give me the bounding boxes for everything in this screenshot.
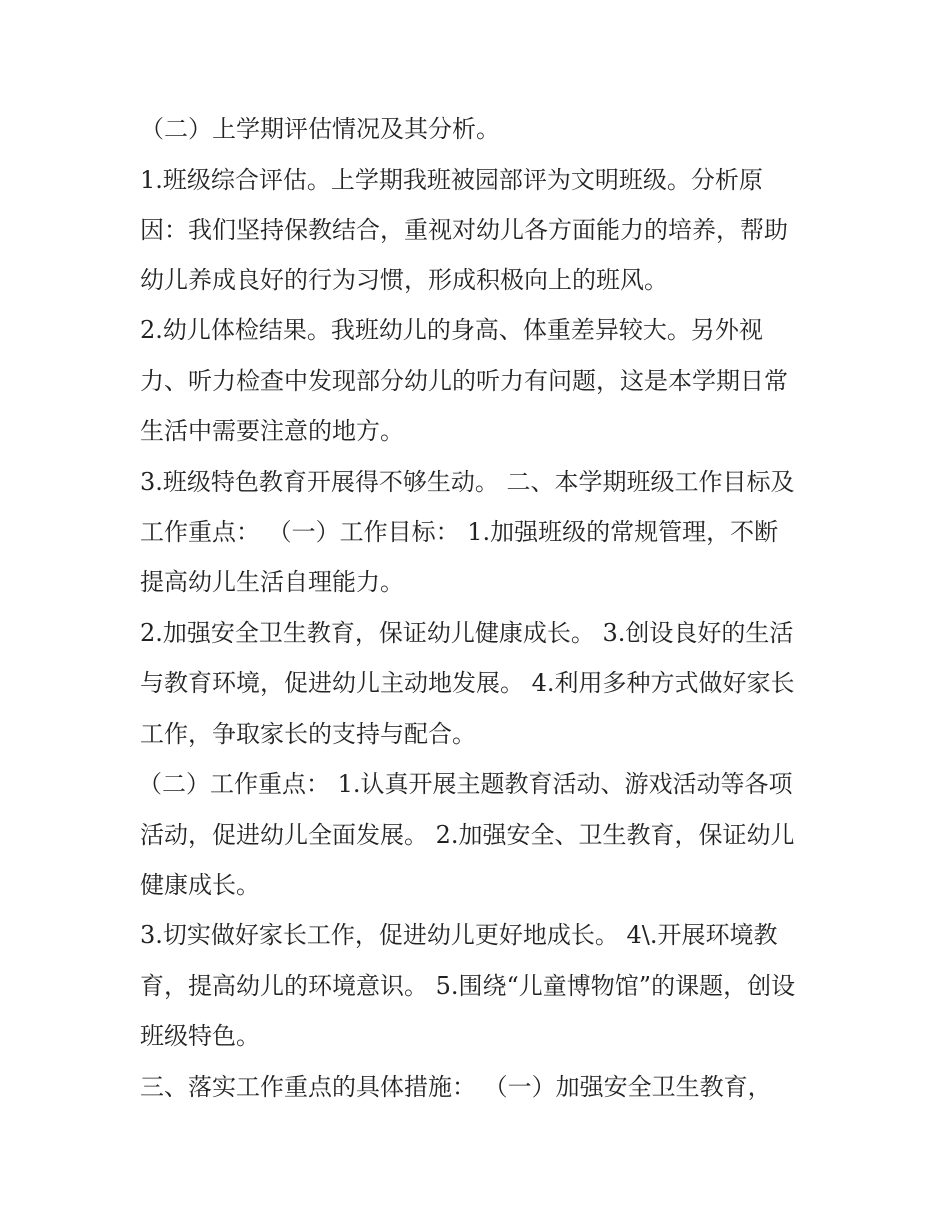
paragraph-line: 育，提高幼儿的环境意识。 5.围绕“儿童博物馆”的课题，创设 — [140, 972, 796, 1000]
paragraph-line: 生活中需要注意的地方。 — [140, 417, 404, 445]
paragraph-line: （二）工作重点： 1.认真开展主题教育活动、游戏活动等各项 — [138, 770, 793, 798]
section-heading-evaluation: （二）上学期评估情况及其分析。 — [140, 115, 500, 143]
paragraph-line: 工作，争取家长的支持与配合。 — [140, 720, 476, 748]
paragraph-line: 提高幼儿生活自理能力。 — [140, 568, 404, 596]
paragraph-line: 3.切实做好家长工作，促进幼儿更好地成长。 4\.开展环境教 — [140, 921, 778, 949]
paragraph-line: 力、听力检查中发现部分幼儿的听力有问题，这是本学期日常 — [140, 367, 788, 395]
paragraph-line: 2.加强安全卫生教育，保证幼儿健康成长。 3.创设良好的生活 — [140, 619, 794, 647]
paragraph-line: 班级特色。 — [140, 1022, 260, 1050]
paragraph-line: 活动，促进幼儿全面发展。 2.加强安全、卫生教育，保证幼儿 — [140, 821, 795, 849]
section-heading-measures: 三、落实工作重点的具体措施： （一）加强安全卫生教育， — [140, 1073, 772, 1101]
paragraph-line: 因：我们坚持保教结合，重视对幼儿各方面能力的培养，帮助 — [140, 216, 788, 244]
paragraph-line: 1.班级综合评估。上学期我班被园部评为文明班级。分析原 — [140, 166, 763, 194]
paragraph-line: 3.班级特色教育开展得不够生动。 二、本学期班级工作目标及 — [140, 468, 795, 496]
paragraph-line: 2.幼儿体检结果。我班幼儿的身高、体重差异较大。另外视 — [140, 316, 763, 344]
paragraph-line: 工作重点： （一）工作目标： 1.加强班级的常规管理，不断 — [140, 518, 779, 546]
paragraph-line: 健康成长。 — [140, 871, 260, 899]
paragraph-line: 幼儿养成良好的行为习惯，形成积极向上的班风。 — [140, 266, 668, 294]
paragraph-line: 与教育环境，促进幼儿主动地发展。 4.利用多种方式做好家长 — [140, 669, 795, 697]
